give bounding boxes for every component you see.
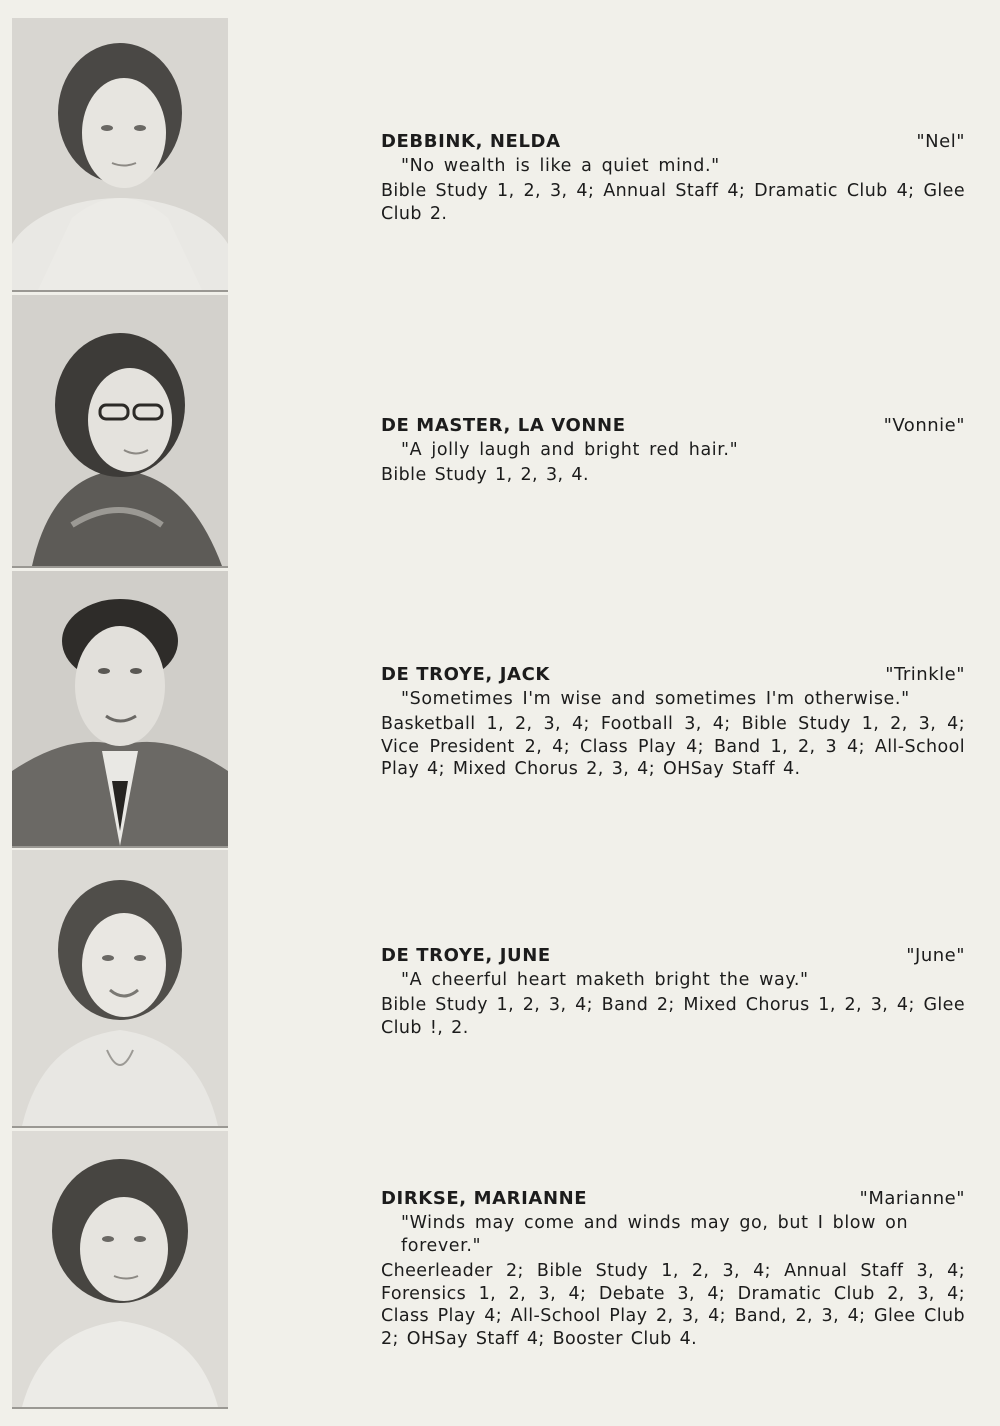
student-activities: Cheerleader 2; Bible Study 1, 2, 3, 4; Annual Staff 3, 4; Forensics 1, 2, 3, 4; Debate 3, 4; Dramatic Club 2, 3, 4; Class Play 4; All-School Play 2, 3, 4; Band, 2, 3, 4; Glee Club 2; OHSay Staff 4; Booster Club 4. — [381, 1261, 965, 1349]
student-activities: Bible Study 1, 2, 3, 4; Band 2; Mixed Chorus 1, 2, 3, 4; Glee Club !, 2. — [381, 995, 965, 1038]
student-nickname: "Vonnie" — [883, 415, 965, 436]
student-activities: Basketball 1, 2, 3, 4; Football 3, 4; Bible Study 1, 2, 3, 4; Vice President 2, 4; Class Play 4; Band 1, 2, 3 4; All-School Play 4; Mixed Chorus 2, 3, 4; OHSay Staff 4. — [381, 714, 965, 779]
student-nickname: "Marianne" — [859, 1188, 965, 1209]
student-nickname: "June" — [906, 945, 965, 966]
student-quote: "Sometimes I'm wise and sometimes I'm otherwise." — [401, 689, 910, 709]
student-quote: "A cheerful heart maketh bright the way." — [401, 970, 809, 990]
portrait-photo-de-master — [12, 295, 228, 568]
portrait-photo-june-de-troye — [12, 850, 228, 1128]
student-name: DEBBINK, NELDA — [381, 131, 561, 152]
student-quote: "No wealth is like a quiet mind." — [401, 156, 720, 176]
senior-entry — [381, 415, 965, 487]
senior-entry — [381, 945, 965, 1039]
student-nickname: "Trinkle" — [885, 664, 965, 685]
senior-entry — [381, 131, 965, 225]
senior-entry — [381, 1188, 965, 1350]
student-name: DE TROYE, JACK — [381, 664, 550, 685]
portrait-photo-jack-de-troye — [12, 571, 228, 848]
portrait-photo-debbink — [12, 18, 228, 292]
portrait-photo-dirkse — [12, 1131, 228, 1409]
student-quote: "A jolly laugh and bright red hair." — [401, 440, 739, 460]
student-name: DIRKSE, MARIANNE — [381, 1188, 588, 1209]
student-activities: Bible Study 1, 2, 3, 4; Annual Staff 4; Dramatic Club 4; Glee Club 2. — [381, 181, 965, 224]
student-activities: Bible Study 1, 2, 3, 4. — [381, 465, 589, 485]
student-nickname: "Nel" — [916, 131, 965, 152]
student-name: DE TROYE, JUNE — [381, 945, 551, 966]
student-name: DE MASTER, LA VONNE — [381, 415, 626, 436]
student-quote: "Winds may come and winds may go, but I blow on forever." — [401, 1213, 909, 1256]
senior-entry — [381, 664, 965, 781]
